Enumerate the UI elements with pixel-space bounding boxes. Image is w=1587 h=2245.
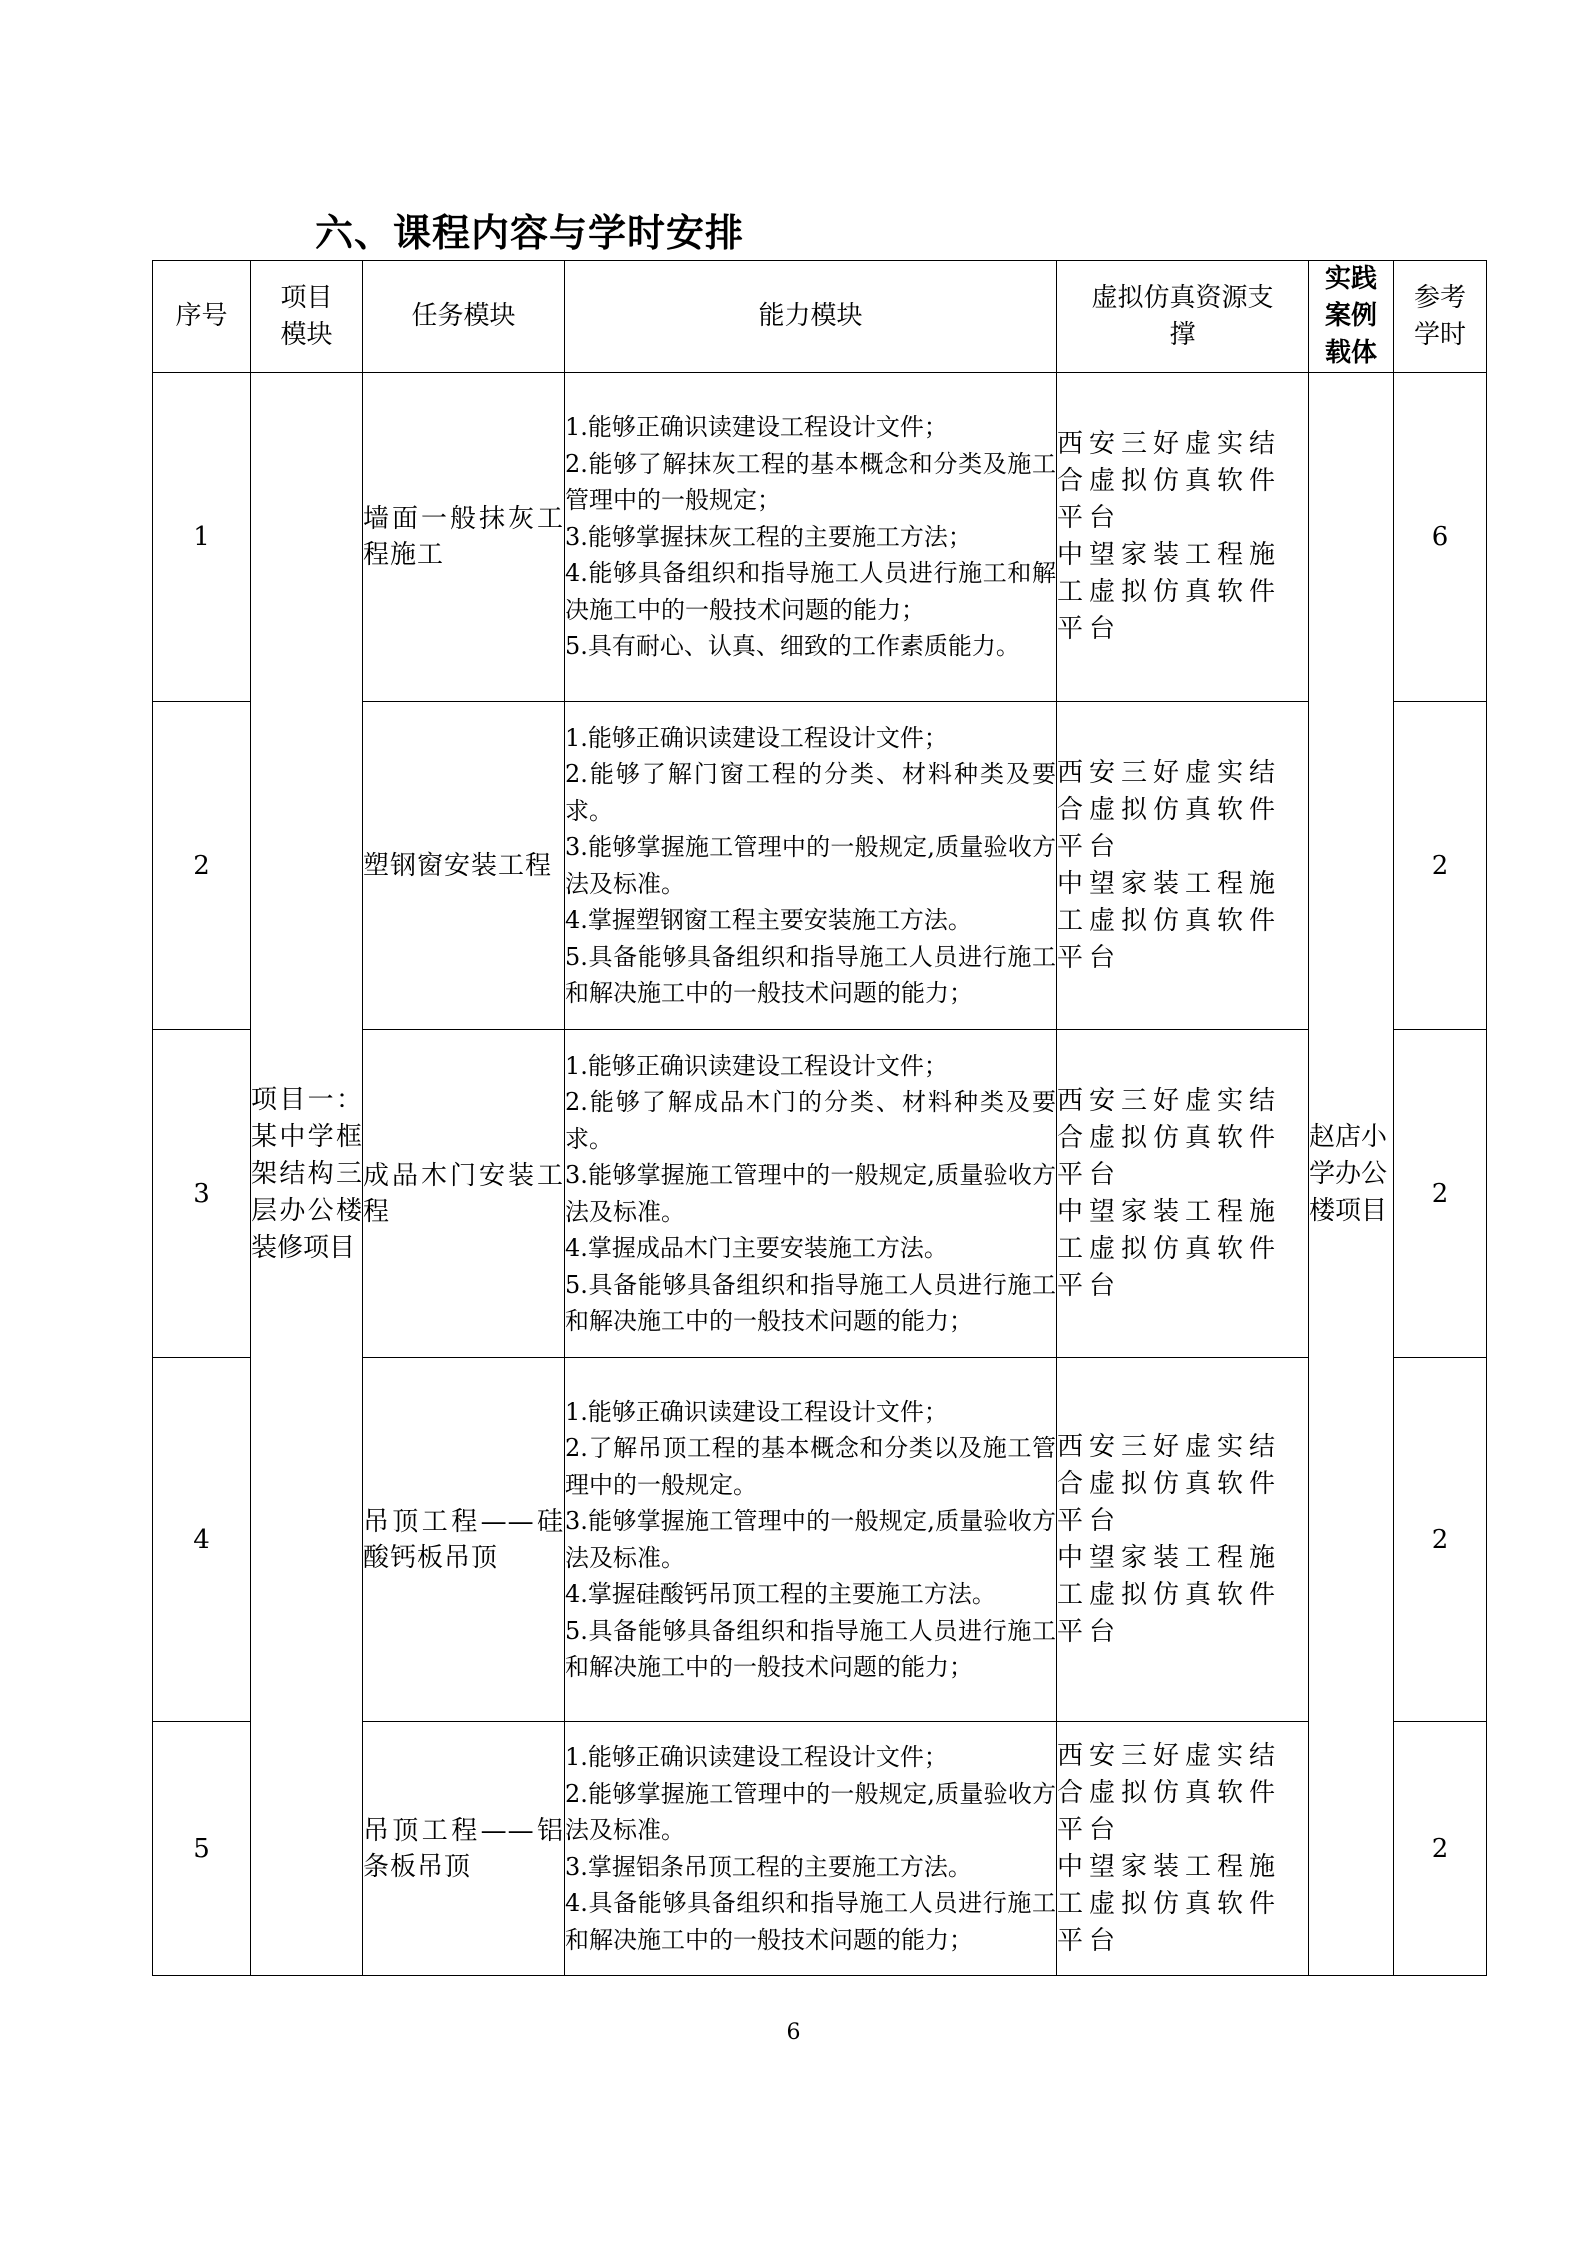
header-practice-carrier: 实践案例载体 xyxy=(1309,261,1394,373)
ability-item: 2.能够了解抹灰工程的基本概念和分类及施工管理中的一般规定； xyxy=(565,449,1056,515)
ability-item: 4.掌握硅酸钙吊顶工程的主要施工方法。 xyxy=(565,1580,996,1608)
row-seq: 5 xyxy=(153,1722,251,1976)
hours-cell: 2 xyxy=(1394,702,1487,1030)
task-module-cell: 成品木门安装工程 xyxy=(363,1030,565,1358)
resource-cell xyxy=(1057,373,1309,702)
ability-item: 5.具备能够具备组织和指导施工人员进行施工和解决施工中的一般技术问题的能力； xyxy=(565,1616,1056,1681)
resource-item: 中望家装工程施工虚拟仿真软件平台 xyxy=(1057,1542,1282,1647)
resource-item: 中望家装工程施工虚拟仿真软件平台 xyxy=(1057,1851,1282,1956)
table-row xyxy=(153,373,1487,702)
table-header-row xyxy=(153,261,1487,373)
ability-item: 4.具备能够具备组织和指导施工人员进行施工和解决施工中的一般技术问题的能力； xyxy=(565,1889,1056,1954)
ability-item: 1.能够正确识读建设工程设计文件； xyxy=(565,1051,948,1080)
resource-item: 中望家装工程施工虚拟仿真软件平台 xyxy=(1057,540,1282,644)
task-module-cell: 墙面一般抹灰工程施工 xyxy=(363,373,565,702)
resource-item: 西安三好虚实结合虚拟仿真软件平台 xyxy=(1057,1431,1282,1536)
ability-item: 2.能够了解门窗工程的分类、材料种类及要求。 xyxy=(565,760,1056,825)
hours-cell: 2 xyxy=(1394,1030,1487,1358)
ability-item: 4.掌握塑钢窗工程主要安装施工方法。 xyxy=(565,906,972,934)
resource-item: 西安三好虚实结合虚拟仿真软件平台 xyxy=(1057,1740,1282,1845)
hours-cell: 2 xyxy=(1394,1358,1487,1722)
ability-item: 1.能够正确识读建设工程设计文件； xyxy=(565,1743,948,1771)
ability-item: 3.能够掌握施工管理中的一般规定,质量验收方法及标准。 xyxy=(565,833,1056,898)
resource-item: 西安三好虚实结合虚拟仿真软件平台 xyxy=(1057,429,1282,533)
ability-item: 4.掌握成品木门主要安装施工方法。 xyxy=(565,1234,948,1262)
ability-item: 5.具备能够具备组织和指导施工人员进行施工和解决施工中的一般技术问题的能力； xyxy=(565,942,1056,1007)
row-seq: 4 xyxy=(153,1358,251,1722)
page-number: 6 xyxy=(786,2020,801,2045)
row-seq: 2 xyxy=(153,702,251,1030)
hours-cell: 6 xyxy=(1394,373,1487,702)
ability-item: 3.能够掌握施工管理中的一般规定,质量验收方法及标准。 xyxy=(565,1507,1056,1572)
ability-item: 4.能够具备组织和指导施工人员进行施工和解决施工中的一般技术问题的能力； xyxy=(565,559,1056,624)
ability-item: 3.掌握铝条吊顶工程的主要施工方法。 xyxy=(565,1852,972,1881)
row-seq: 1 xyxy=(153,373,251,702)
resource-item: 西安三好虚实结合虚拟仿真软件平台 xyxy=(1057,757,1282,862)
resource-cell xyxy=(1057,1358,1309,1722)
resource-item: 西安三好虚实结合虚拟仿真软件平台 xyxy=(1057,1085,1282,1190)
project-module-cell: 项目一：某中学框架结构三层办公楼装修项目 xyxy=(251,373,363,1976)
header-project-module: 项目模块 xyxy=(251,261,363,373)
ability-item: 2.了解吊顶工程的基本概念和分类以及施工管理中的一般规定。 xyxy=(565,1434,1056,1499)
header-reference-hours: 参考学时 xyxy=(1394,261,1487,373)
ability-item: 5.具备能够具备组织和指导施工人员进行施工和解决施工中的一般技术问题的能力； xyxy=(565,1270,1056,1335)
resource-cell xyxy=(1057,1722,1309,1976)
course-content-table xyxy=(152,260,1487,1976)
resource-item: 中望家装工程施工虚拟仿真软件平台 xyxy=(1057,1196,1282,1301)
task-module-cell: 吊顶工程——硅酸钙板吊顶 xyxy=(363,1358,565,1722)
header-task-module: 任务模块 xyxy=(363,261,565,373)
ability-item: 1.能够正确识读建设工程设计文件； xyxy=(565,1397,948,1426)
ability-module-cell xyxy=(565,1358,1057,1722)
header-ability-module: 能力模块 xyxy=(565,261,1057,373)
header-seq: 序号 xyxy=(153,261,251,373)
ability-item: 3.能够掌握施工管理中的一般规定,质量验收方法及标准。 xyxy=(565,1161,1056,1226)
ability-module-cell xyxy=(565,1722,1057,1976)
row-seq: 3 xyxy=(153,1030,251,1358)
ability-item: 5.具有耐心、认真、细致的工作素质能力。 xyxy=(565,632,1020,661)
resource-item: 中望家装工程施工虚拟仿真软件平台 xyxy=(1057,868,1282,973)
task-module-cell: 吊顶工程——铝条板吊顶 xyxy=(363,1722,565,1976)
ability-item: 2.能够了解成品木门的分类、材料种类及要求。 xyxy=(565,1088,1056,1153)
resource-cell xyxy=(1057,702,1309,1030)
ability-module-cell xyxy=(565,1030,1057,1358)
header-virtual-resource: 虚拟仿真资源支撑 xyxy=(1057,261,1309,373)
hours-cell: 2 xyxy=(1394,1722,1487,1976)
practice-carrier-cell: 赵店小学办公楼项目 xyxy=(1309,373,1394,1976)
page-title: 六、课程内容与学时安排 xyxy=(315,211,745,255)
resource-cell xyxy=(1057,1030,1309,1358)
ability-item: 2.能够掌握施工管理中的一般规定,质量验收方法及标准。 xyxy=(565,1779,1056,1844)
task-module-cell: 塑钢窗安装工程 xyxy=(363,702,565,1030)
ability-item: 1.能够正确识读建设工程设计文件； xyxy=(565,413,948,442)
ability-module-cell xyxy=(565,702,1057,1030)
ability-module-cell xyxy=(565,373,1057,702)
ability-item: 3.能够掌握抹灰工程的主要施工方法； xyxy=(565,522,972,551)
ability-item: 1.能够正确识读建设工程设计文件； xyxy=(565,723,948,752)
